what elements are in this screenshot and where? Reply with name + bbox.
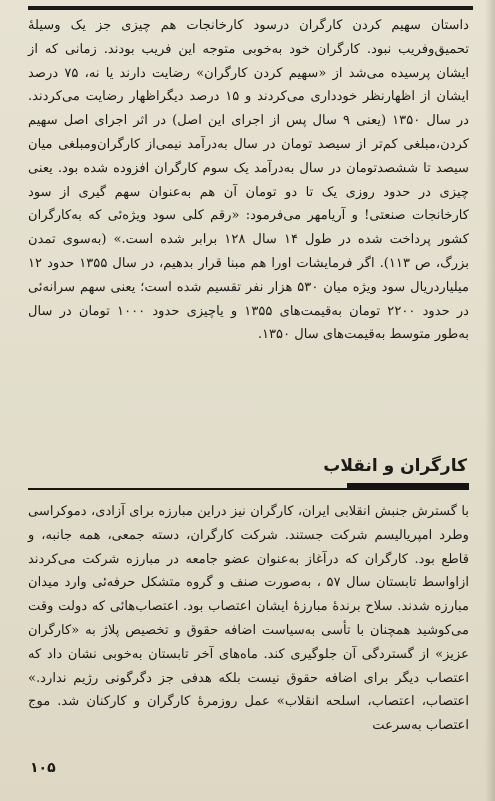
paragraph-workers-revolution: با گسترش جنبش انقلابی ایران، کارگران نیز دراین مبارزه برای آزادی، دموکراسی وطرد امپریالیسم شرکت جستند. شرکت کارگران، دسته جمعی، همه جانبه، و قاطع بود. کارگران که درآغاز به‌عنوان عضو جامعه در مبارزه شرکت می‌کردند ازاواسط تابستان سال ۵۷ ، به‌صورت صنف و گروه متشکل حرفه‌ئی وارد میدان مبارزه شدند. سلاح برندهٔ مبارزهٔ ایشان اعتصاب بود. اعتصاب‌هائی که دولت وقت می‌کوشید همچنان با تأسی به‌سیاست اضافه حقوق و تخصیص پلاژ به «کارگران عزیز» از گستردگی آن جلوگیری کند. ماه‌های آخر تابستان به‌خوبی نشان داد که اعتصاب دیگر برای اضافه حقوق نیست بلکه هدفی جز دگرگونی رژیم ندارد.» اعتصاب، اعتصاب، اسلحه انقلاب» عمل روزمرهٔ کارگران و کارکنان شد. موج اعتصاب به‌سرعت bbox=[28, 504, 470, 734]
heading-bar bbox=[347, 483, 469, 490]
section-header bbox=[0, 452, 495, 498]
top-rule bbox=[28, 6, 473, 10]
section-heading: کارگران و انقلاب bbox=[323, 456, 467, 476]
page-number: ۱۰۵ bbox=[30, 760, 56, 776]
page-edge-shadow bbox=[485, 0, 495, 801]
paragraph-profit-sharing: داستان سهیم کردن کارگران درسود کارخانجات هم چیزی جز یک وسیلهٔ تحمیق‌وفریب نبود. کارگران خود به‌خوبی متوجه این فریب بودند. زمانی که از ایشان پرسیده می‌شد از «سهیم کردن کارگران» رضایت دارند یا نه، ۷۵ درصد ایشان از اظهارنظر خودداری می‌کردند و ۱۵ درصد دیگراظهار رضایت می‌کردند. در سال ۱۳۵۰ (یعنی ۹ سال پس از اجرای این اصل) در اثر اجرای اصل سهیم کردن،مبلغی کم‌تر از سیصد تومان در سال به‌درآمد نیمی‌از کارگران‌ومبلغی میان سیصد تا ششصدتومان در سال به‌درآمد یک سوم کارگران افزوده شده بود. یعنی چیزی در حدود روزی یک تا دو تومان آن هم به‌عنوان سهم گیری از سود کارخانجات صنعتی! و آریامهر می‌فرمود: «رقم کلی سود ویژه‌ئی که به‌کارگران کشور پرداخت شده در طول ۱۴ سال ۱۲۸ برابر شده است.» (به‌سوی تمدن بزرگ، ص ۱۱۳). اگر فرمایشات اورا هم مبنا قرار بدهیم، در سال ۱۳۵۵ حدود ۱۲ میلیاردریال سود ویژه میان ۵۳۰ هزار نفر تقسیم شده است؛ یعنی سهم سرانه‌ئی در حدود ۲۲۰۰ تومان به‌قیمت‌های ۱۳۵۵ و یاچیزی حدود ۱۰۰۰ تومان در سال به‌طور متوسط به‌قیمت‌های سال ۱۳۵۰. bbox=[28, 18, 470, 343]
